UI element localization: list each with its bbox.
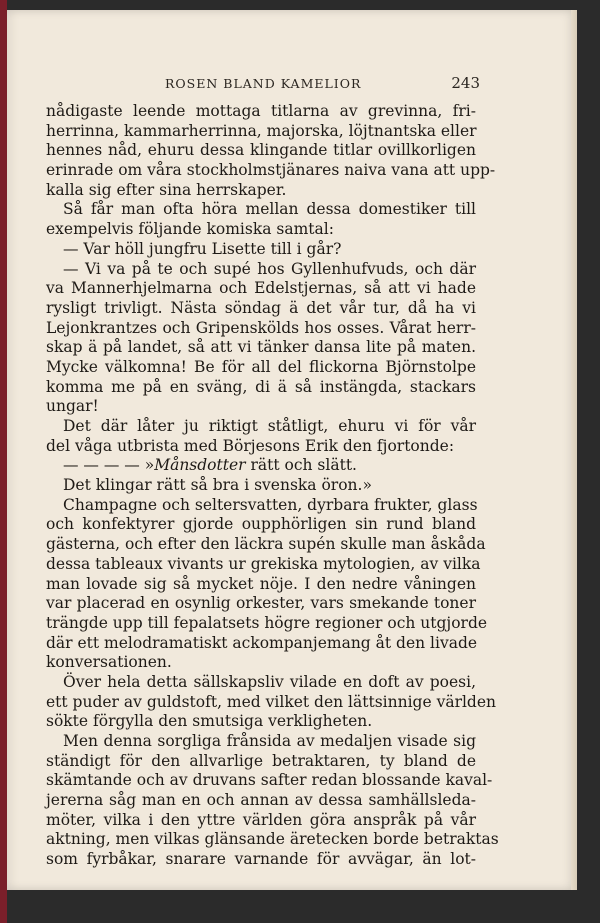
italic-name: Månsdotter bbox=[154, 456, 246, 475]
text-line bbox=[46, 456, 476, 476]
text-line: ungar! bbox=[46, 397, 99, 416]
text-line: del våga utbrista med Börjesons Erik den fjortonde: bbox=[46, 436, 455, 455]
text-line: kalla sig efter sina herrskaper. bbox=[46, 180, 287, 199]
text-line: ett puder av guldstoft, med vilket den lättsinnige världen bbox=[46, 692, 497, 711]
text-line: Men denna sorgliga frånsida av medaljen visade sig bbox=[63, 732, 476, 750]
text-line: Det där låter ju riktigt ståtligt, ehuru vi för vår bbox=[63, 417, 476, 435]
text-line: herrinna, kammarherrinna, majorska, löjtnantska eller bbox=[46, 121, 477, 140]
text-line: — Var höll jungfru Lisette till i går? bbox=[63, 239, 342, 258]
dash-run: — — — — » bbox=[63, 456, 155, 475]
text-line: sökte förgylla den smutsiga verkligheten. bbox=[46, 712, 373, 731]
text-line: var placerad en osynlig orkester, vars smekande toner bbox=[46, 594, 476, 613]
page-number: 243 bbox=[451, 74, 480, 92]
text-line: — Vi va på te och supé hos Gyllenhufvuds, och där bbox=[63, 259, 476, 278]
text-line: Mycke välkomna! Be för all del flickorna Björnstolpe bbox=[46, 357, 476, 376]
running-title: ROSEN BLAND KAMELIOR bbox=[165, 76, 362, 91]
text-line: möter, vilka i den yttre världen göra anspråk på vår bbox=[46, 810, 476, 829]
text-line: Över hela detta sällskapsliv vilade en doft av poesi, bbox=[63, 672, 476, 691]
book-spine bbox=[0, 0, 7, 923]
text-line: Det klingar rätt så bra i svenska öron.» bbox=[63, 476, 372, 495]
text-line: man lovade sig så mycket nöje. I den nedre våningen bbox=[46, 574, 476, 593]
text-line: nådigaste leende mottaga titlarna av grevinna, fri- bbox=[46, 102, 476, 120]
text-line: rysligt trivligt. Nästa söndag ä det vår tur, då ha vi bbox=[46, 298, 476, 317]
text-line: som fyrbåkar, snarare varnande för avvägar, än lot- bbox=[46, 850, 476, 869]
text-line: jererna såg man en och annan av dessa samhällsleda- bbox=[46, 791, 476, 810]
page-paper bbox=[7, 10, 577, 890]
line-rest: rätt och slätt. bbox=[245, 456, 357, 475]
text-line: konversationen. bbox=[46, 653, 172, 672]
text-line: skap ä på landet, så att vi tänker dansa lite på maten. bbox=[46, 338, 476, 357]
text-line: Champagne och seltersvatten, dyrbara frukter, glass bbox=[63, 495, 478, 514]
page-header bbox=[55, 74, 480, 96]
text-line: Lejonkrantzes och Gripenskölds hos osses. Vårat herr- bbox=[46, 318, 476, 337]
text-line: skämtande och av druvans safter redan blossande kaval- bbox=[46, 771, 493, 790]
text-line: Så får man ofta höra mellan dessa domestiker till bbox=[63, 200, 476, 219]
text-line: hennes nåd, ehuru dessa klingande titlar ovillkorligen bbox=[46, 141, 476, 160]
text-line: ständigt för den allvarlige betraktaren, ty bland de bbox=[46, 751, 476, 770]
text-line: gästerna, och efter den läckra supén skulle man åskåda bbox=[46, 535, 486, 554]
text-line: exempelvis följande komiska samtal: bbox=[46, 220, 334, 239]
text-line: dessa tableaux vivants ur grekiska mytologien, av vilka bbox=[46, 554, 481, 573]
body-text bbox=[46, 102, 499, 870]
text-line: erinrade om våra stockholmstjänares naiva vana att upp- bbox=[46, 161, 496, 180]
text-line: va Mannerhjelmarna och Edelstjernas, så att vi hade bbox=[46, 279, 476, 298]
text-line: trängde upp till fepalatsets högre regioner och utgjorde bbox=[46, 613, 488, 632]
page-edge-shadow bbox=[571, 10, 577, 890]
text-line: och konfektyrer gjorde oupphörligen sin rund bland bbox=[46, 515, 476, 534]
text-line: där ett melodramatiskt ackompanjemang åt den livade bbox=[46, 633, 478, 652]
text-line: komma me på en sväng, di ä så instängda, stackars bbox=[46, 377, 476, 396]
text-line: aktning, men vilkas glänsande äretecken borde betraktas bbox=[46, 830, 499, 849]
